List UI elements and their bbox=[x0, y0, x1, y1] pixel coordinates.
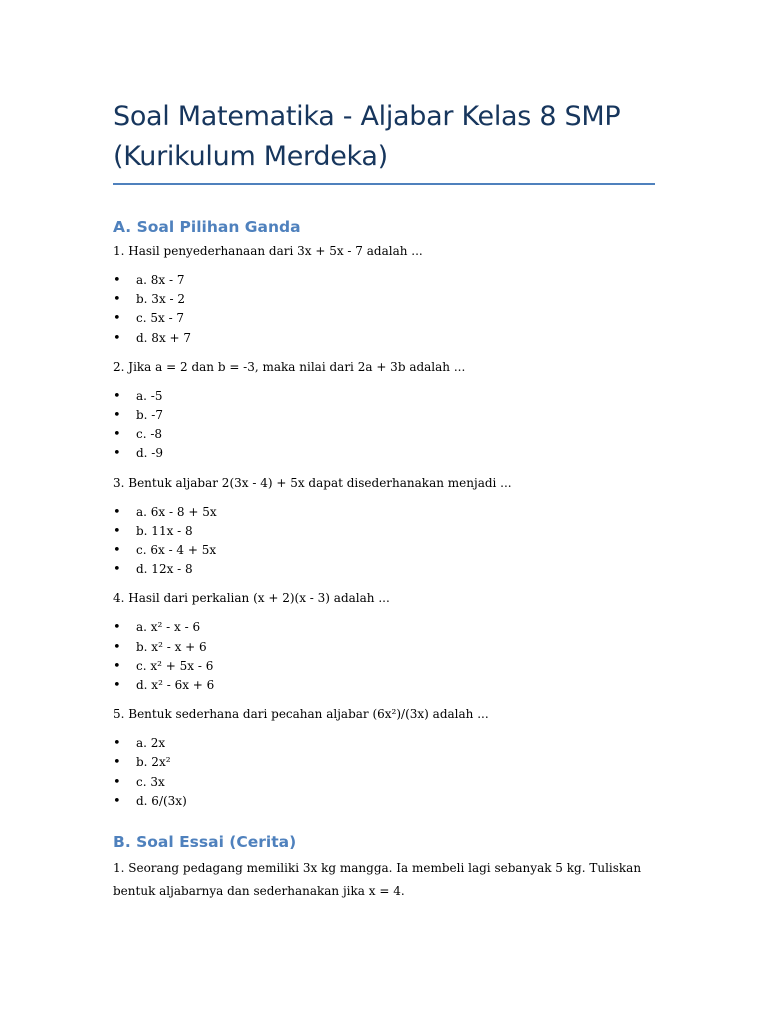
option-text: a. x² - x - 6 bbox=[136, 620, 201, 635]
section-a-heading: A. Soal Pilihan Ganda bbox=[113, 218, 301, 236]
answer-option bbox=[113, 309, 655, 328]
answer-option bbox=[113, 773, 655, 792]
answer-option bbox=[113, 734, 655, 753]
option-text: b. x² - x + 6 bbox=[136, 639, 207, 654]
bullet-icon: • bbox=[113, 736, 121, 752]
answer-options-list bbox=[113, 503, 655, 580]
bullet-icon: • bbox=[113, 639, 121, 655]
bullet-icon: • bbox=[113, 658, 121, 674]
answer-option bbox=[113, 406, 655, 425]
bullet-icon: • bbox=[113, 311, 121, 327]
answer-options-list bbox=[113, 618, 655, 695]
question-text: 1. Hasil penyederhanaan dari 3x + 5x - 7 adalah ... bbox=[113, 244, 423, 258]
option-text: b. 2x² bbox=[136, 755, 171, 770]
answer-option bbox=[113, 444, 655, 463]
question-text: 4. Hasil dari perkalian (x + 2)(x - 3) adalah ... bbox=[113, 591, 390, 606]
option-text: d. 6/(3x) bbox=[136, 793, 187, 808]
bullet-icon: • bbox=[113, 523, 121, 539]
bullet-icon: • bbox=[113, 504, 121, 520]
answer-option bbox=[113, 290, 655, 309]
option-text: b. 11x - 8 bbox=[136, 523, 193, 538]
answer-option bbox=[113, 638, 655, 657]
answer-option bbox=[113, 618, 655, 637]
answer-option bbox=[113, 503, 655, 522]
answer-options-list bbox=[113, 734, 655, 811]
answer-option bbox=[113, 792, 655, 811]
bullet-icon: • bbox=[113, 793, 121, 809]
answer-options-list bbox=[113, 387, 655, 464]
bullet-icon: • bbox=[113, 543, 121, 559]
bullet-icon: • bbox=[113, 388, 121, 404]
bullet-icon: • bbox=[113, 292, 121, 308]
option-text: a. 2x bbox=[136, 736, 166, 751]
bullet-icon: • bbox=[113, 273, 121, 288]
bullet-icon: • bbox=[113, 620, 121, 636]
option-text: c. -8 bbox=[136, 427, 163, 442]
bullet-icon: • bbox=[113, 408, 121, 424]
option-text: c. 5x - 7 bbox=[136, 311, 185, 326]
option-text: c. 6x - 4 + 5x bbox=[136, 543, 217, 558]
option-text: a. 8x - 7 bbox=[136, 273, 185, 287]
answer-option bbox=[113, 329, 655, 348]
bullet-icon: • bbox=[113, 755, 121, 771]
bullet-icon: • bbox=[113, 562, 121, 578]
bullet-icon: • bbox=[113, 678, 121, 694]
option-text: a. 6x - 8 + 5x bbox=[136, 504, 217, 519]
answer-option bbox=[113, 753, 655, 772]
section-b-heading: B. Soal Essai (Cerita) bbox=[113, 833, 297, 852]
answer-option bbox=[113, 676, 655, 695]
question-text: 2. Jika a = 2 dan b = -3, maka nilai dari 2a + 3b adalah ... bbox=[113, 359, 466, 374]
answer-option bbox=[113, 657, 655, 676]
option-text: d. x² - 6x + 6 bbox=[136, 678, 215, 693]
bullet-icon: • bbox=[113, 330, 121, 346]
document-title: Soal Matematika - Aljabar Kelas 8 SMP (Kurikulum Merdeka) bbox=[113, 101, 621, 172]
question-text: 3. Bentuk aljabar 2(3x - 4) + 5x dapat disederhanakan menjadi ... bbox=[113, 475, 512, 490]
answer-option bbox=[113, 425, 655, 444]
option-text: b. -7 bbox=[136, 408, 163, 423]
answer-option bbox=[113, 387, 655, 406]
question-text: 5. Bentuk sederhana dari pecahan aljabar (6x²)/(3x) adalah ... bbox=[113, 707, 489, 722]
option-text: d. 12x - 8 bbox=[136, 562, 193, 577]
bullet-icon: • bbox=[113, 774, 121, 790]
option-text: c. 3x bbox=[136, 774, 165, 789]
option-text: d. 8x + 7 bbox=[136, 330, 192, 345]
option-text: c. x² + 5x - 6 bbox=[136, 658, 214, 673]
answer-options-list bbox=[113, 271, 655, 348]
document-page bbox=[113, 0, 655, 903]
option-text: a. -5 bbox=[136, 388, 163, 403]
title-divider bbox=[113, 183, 655, 185]
answer-option bbox=[113, 541, 655, 560]
answer-option bbox=[113, 522, 655, 541]
option-text: b. 3x - 2 bbox=[136, 292, 186, 307]
option-text: d. -9 bbox=[136, 446, 163, 461]
answer-option bbox=[113, 271, 655, 290]
bullet-icon: • bbox=[113, 446, 121, 462]
essay-question-text: 1. Seorang pedagang memiliki 3x kg mangga. Ia membeli lagi sebanyak 5 kg. Tuliskan bentuk aljabarnya dan sederhanakan jika x = 4. bbox=[113, 861, 642, 899]
answer-option bbox=[113, 560, 655, 579]
bullet-icon: • bbox=[113, 427, 121, 443]
